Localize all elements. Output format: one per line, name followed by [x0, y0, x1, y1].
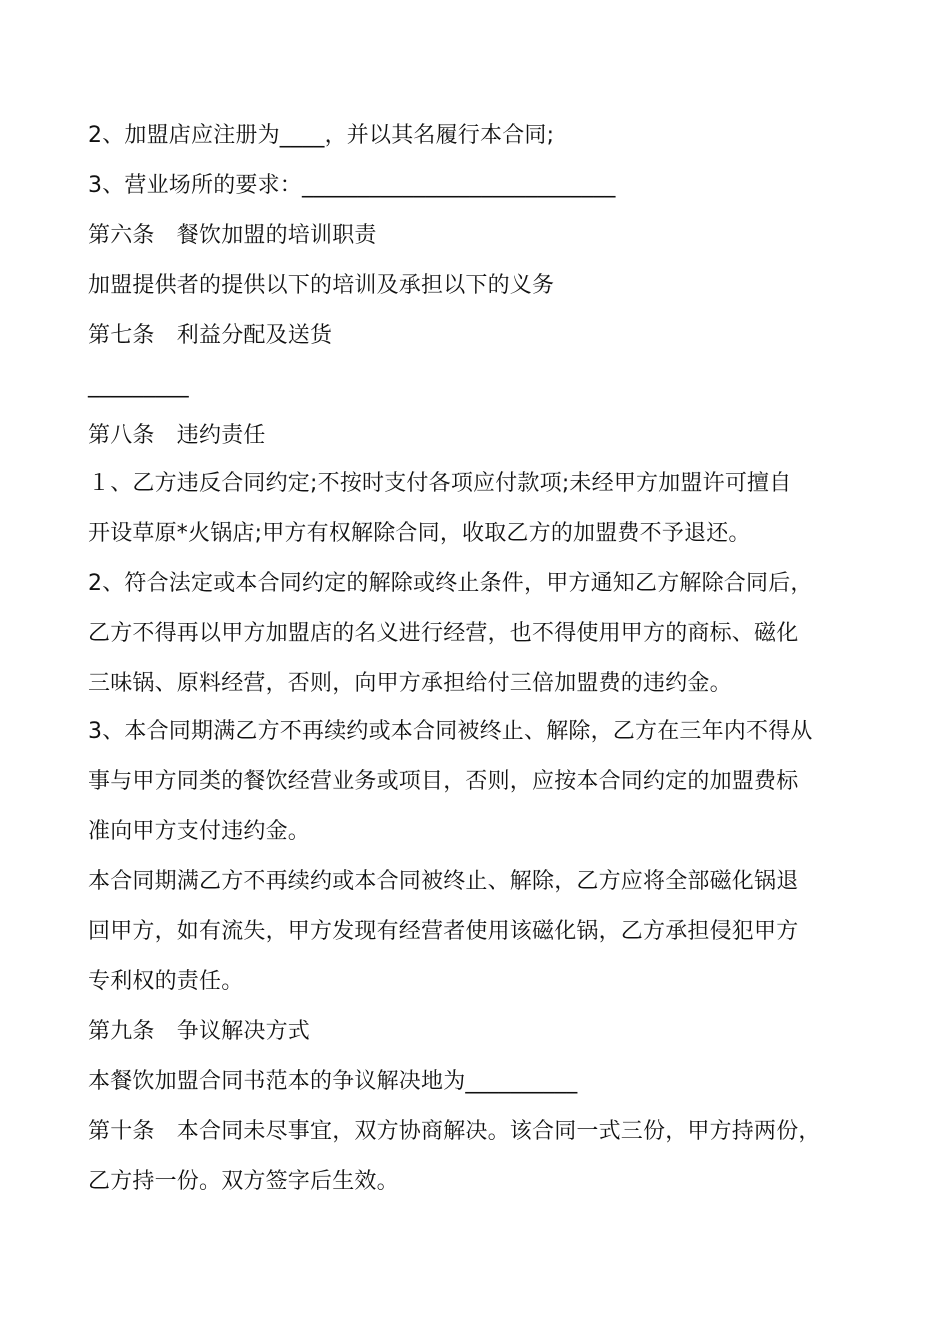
text-line: 加盟提供者的提供以下的培训及承担以下的义务 [88, 273, 555, 298]
section-heading: 第八条 违约责任 [88, 423, 266, 448]
section-heading: 第七条 利益分配及送货 [88, 323, 333, 348]
text-line: 回甲方，如有流失，甲方发现有经营者使用该磁化锅，乙方承担侵犯甲方 [88, 919, 799, 944]
text-line: 准向甲方支付违约金。 [88, 819, 311, 844]
text-line: 本餐饮加盟合同书范本的争议解决地为__________ [88, 1069, 578, 1094]
section-heading: 第九条 争议解决方式 [88, 1019, 311, 1044]
text-line: 3、营业场所的要求：____________________________ [88, 173, 616, 198]
text-line: 乙方不得再以甲方加盟店的名义进行经营，也不得使用甲方的商标、磁化 [88, 621, 799, 646]
text-line: 乙方持一份。双方签字后生效。 [88, 1169, 399, 1194]
section-heading: 第十条 本合同未尽事宜，双方协商解决。该合同一式三份，甲方持两份， [88, 1119, 821, 1144]
text-line: 2、加盟店应注册为____，并以其名履行本合同; [88, 123, 555, 148]
text-line: 专利权的责任。 [88, 969, 244, 994]
text-line: 3、本合同期满乙方不再续约或本合同被终止、解除，乙方在三年内不得从 [88, 719, 813, 744]
text-line: 本合同期满乙方不再续约或本合同被终止、解除，乙方应将全部磁化锅退 [88, 869, 799, 894]
blank-line: _________ [88, 373, 189, 398]
text-line: 2、符合法定或本合同约定的解除或终止条件，甲方通知乙方解除合同后， [88, 571, 813, 596]
section-heading: 第六条 餐饮加盟的培训职责 [88, 223, 377, 248]
text-line: １、乙方违反合同约定;不按时支付各项应付款项;未经甲方加盟许可擅自 [88, 471, 792, 496]
text-line: 开设草原*火锅店;甲方有权解除合同，收取乙方的加盟费不予退还。 [88, 521, 751, 546]
text-line: 三味锅、原料经营，否则，向甲方承担给付三倍加盟费的违约金。 [88, 671, 732, 696]
text-line: 事与甲方同类的餐饮经营业务或项目，否则，应按本合同约定的加盟费标 [88, 769, 799, 794]
